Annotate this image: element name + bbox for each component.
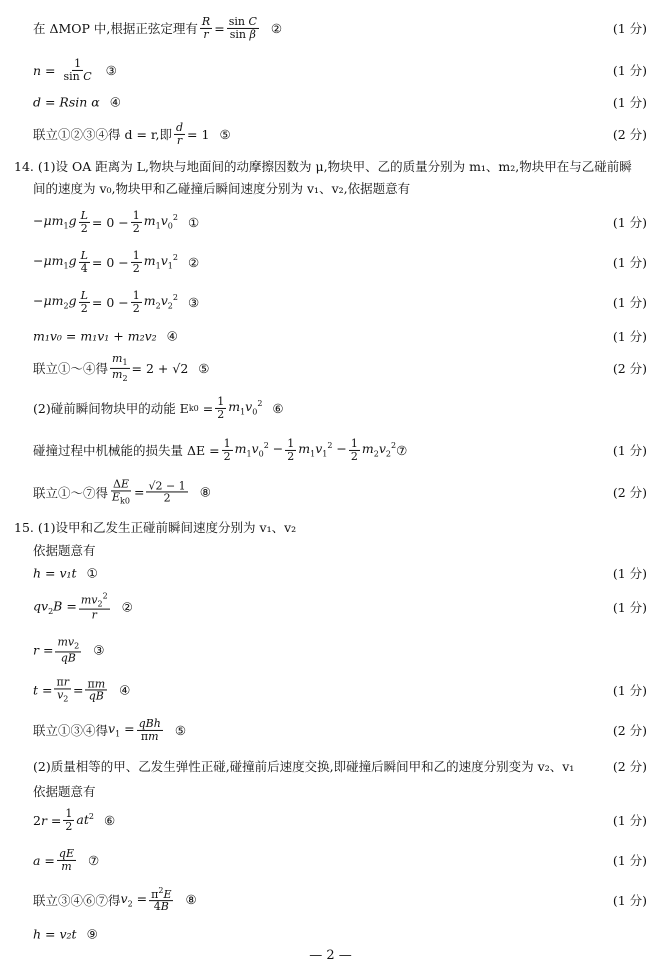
score-label: (1 分) <box>612 215 647 230</box>
equation <box>33 95 121 110</box>
line-text: 联立①②③④得 d = r,即 <box>33 127 172 142</box>
fraction: $\frac{1}{2}$ <box>132 208 140 235</box>
solution-line <box>0 710 661 750</box>
equation <box>33 782 96 800</box>
equation: $-\mu m_1g$ $\frac{L}{2}$ = 0 − $\frac{1}{2}$ $m_1v_0^2$ ① <box>33 208 200 235</box>
fraction: $\frac{1}{2}$ <box>350 436 358 463</box>
line-text: 间的速度为 v₀,物块甲和乙碰撞后瞬间速度分别为 v₁、v₂,依据题意有 <box>33 181 411 196</box>
fraction: $\frac{1}{2}$ <box>217 394 225 421</box>
solution-line <box>0 242 661 282</box>
equation: 联立①～⑦得 $\frac{\Delta E}{E_{k0}}$ = $\frac{√2 - 1}{2}$ ⑧ <box>33 477 211 506</box>
score-label: (1 分) <box>612 63 647 78</box>
equation <box>33 179 410 197</box>
score-label: (1 分) <box>612 853 647 868</box>
solution-line <box>0 430 661 470</box>
fraction: $\frac{R}{r}$ <box>201 14 211 41</box>
equation <box>33 329 178 344</box>
equation-number: ④ <box>119 682 131 698</box>
score-label: (2 分) <box>612 127 647 142</box>
equation-number: ② <box>270 20 283 36</box>
solution-line <box>0 348 661 388</box>
fraction: $\frac{mv_2^2}{r}$ <box>80 591 108 622</box>
equation-number: ④ <box>109 94 121 110</box>
line-text: m₁v₀ = m₁v₁ + m₂v₂ <box>33 328 157 344</box>
solution-line <box>0 840 661 880</box>
equation: $-\mu m_2g$ $\frac{L}{2}$ = 0 − $\frac{1}{2}$ $m_2v_2^2$ ③ <box>33 288 200 315</box>
equation-number: ① <box>187 214 200 230</box>
equation-number: ② <box>121 599 133 615</box>
line-text: 依据题意有 <box>33 543 96 558</box>
fraction: $\frac{d}{r}$ <box>175 120 184 147</box>
solution-line <box>0 472 661 512</box>
equation-number: ⑤ <box>219 126 231 142</box>
solution-line <box>0 587 661 627</box>
score-label: (1 分) <box>612 255 647 270</box>
score-label: (1 分) <box>612 566 647 581</box>
fraction: $\frac{1}{2}$ <box>65 806 73 833</box>
fraction: $\frac{1}{2}$ <box>132 288 140 315</box>
line-text: 14. (1)设 OA 距离为 L,物块与地面间的动摩擦因数为 μ,物块甲、乙的质量分别为 m₁、m₂,物块甲在与乙碰前瞬 <box>14 159 632 174</box>
solution-line <box>0 8 661 48</box>
fraction: $\frac{\pi r}{v_2}$ <box>56 675 69 704</box>
equation: 碰撞过程中机械能的损失量 ΔE = $\frac{1}{2}$ $m_1v_0^2$ − $\frac{1}{2}$ $m_1v_1^2$ − $\frac{1}{2}$ $m_2v_2^2$ ⑦ <box>33 436 408 463</box>
equation <box>33 927 98 942</box>
equation: 2r = $\frac{1}{2}$ $at^2$ ⑥ <box>33 806 116 833</box>
equation: 在 ΔMOP 中,根据正弦定理有 $\frac{R}{r}$ = $\frac{\text{sin C}}{\text{sin β}}$ ② <box>33 14 283 41</box>
equation-number: ⑤ <box>174 722 187 738</box>
score-label: (2 分) <box>612 723 647 738</box>
fraction: $\frac{1}{2}$ <box>287 436 295 463</box>
equation-number: ③ <box>187 294 200 310</box>
line-text: 联立①～④得 <box>33 361 109 376</box>
fraction: $\frac{1}{\text{sin C}}$ <box>63 56 92 83</box>
equation-number: ⑦ <box>396 442 408 458</box>
page-number: — 2 — <box>309 948 352 963</box>
score-label: (1 分) <box>612 813 647 828</box>
equation-number: ④ <box>166 328 178 344</box>
solution-line <box>0 630 661 670</box>
score-label: (1 分) <box>612 443 647 458</box>
solution-line <box>0 388 661 428</box>
score-label: (2 分) <box>612 759 647 774</box>
line-text: (2)质量相等的甲、乙发生弹性正碰,碰撞前后速度交换,即碰撞后瞬间甲和乙的速度分别变为 v₂、v₁ <box>33 759 575 774</box>
equation-number: ③ <box>105 62 117 78</box>
line-text: 联立①③④得 <box>33 723 109 738</box>
equation-number: ⑧ <box>199 484 211 500</box>
score-label: (1 分) <box>612 295 647 310</box>
line-text: 联立①～⑦得 <box>33 485 109 500</box>
equation: a = $\frac{qE}{m}$ ⑦ <box>33 846 100 873</box>
equation-number: ① <box>86 565 98 581</box>
line-text: 依据题意有 <box>33 784 96 799</box>
fraction: $\frac{qE}{m}$ <box>58 846 74 873</box>
solution-line <box>0 670 661 710</box>
score-label: (1 分) <box>612 683 647 698</box>
score-label: (1 分) <box>612 329 647 344</box>
score-label: (2 分) <box>612 361 647 376</box>
equation: r = $\frac{mv_2}{qB}$ ③ <box>33 635 105 665</box>
line-text: h = v₁t <box>33 565 77 581</box>
line-text: 联立③④⑥⑦得 <box>33 893 121 908</box>
score-label: (1 分) <box>612 95 647 110</box>
equation <box>33 566 98 581</box>
equation-number: ⑥ <box>103 812 116 828</box>
solution-line <box>0 800 661 840</box>
fraction: $\frac{1}{2}$ <box>223 436 231 463</box>
fraction: $\frac{\text{sin C}}{\text{sin β}}$ <box>228 14 257 41</box>
score-label: (1 分) <box>612 600 647 615</box>
fraction: $\frac{L}{4}$ <box>80 248 88 275</box>
fraction: $\frac{L}{2}$ <box>80 208 88 235</box>
fraction: $\frac{\pi m}{qB}$ <box>87 676 106 703</box>
equation: t = $\frac{\pi r}{v_2}$ = $\frac{\pi m}{qB}$ ④ <box>33 675 131 704</box>
fraction: $\frac{√2 - 1}{2}$ <box>148 478 186 505</box>
line-text: 在 ΔMOP 中,根据正弦定理有 <box>33 21 198 36</box>
equation: n = $\frac{1}{\text{sin C}}$ ③ <box>33 56 117 83</box>
equation-number: ⑤ <box>198 360 210 376</box>
equation: $qv_2B$ = $\frac{mv_2^2}{r}$ ② <box>33 591 133 622</box>
fraction: $\frac{\text{qBh}}{\pi m}$ <box>138 716 161 743</box>
line-text: 碰撞过程中机械能的损失量 ΔE = <box>33 443 220 458</box>
equation: 联立①②③④得 d = r,即 $\frac{d}{r}$ = 1 ⑤ <box>33 120 231 147</box>
equation-number: ② <box>187 254 200 270</box>
fraction: $\frac{mv_2}{qB}$ <box>57 635 80 665</box>
equation: $-\mu m_1g$ $\frac{L}{4}$ = 0 − $\frac{1}{2}$ $m_1v_1^2$ ② <box>33 248 200 275</box>
line-text: 15. (1)设甲和乙发生正碰前瞬间速度分别为 v₁、v₂ <box>14 520 297 535</box>
equation-number: ⑥ <box>272 400 284 416</box>
equation: 联立③④⑥⑦得 $v_2$ = $\frac{\pi^2E}{4B}$ ⑧ <box>33 886 197 914</box>
equation-number: ③ <box>93 642 105 658</box>
fraction: $\frac{1}{2}$ <box>132 248 140 275</box>
score-label: (1 分) <box>612 893 647 908</box>
equation: (2)碰前瞬间物块甲的动能 E k0 = $\frac{1}{2}$ $m_1v_0^2$ ⑥ <box>33 394 284 421</box>
fraction: $\frac{\pi^2E}{4B}$ <box>151 886 172 914</box>
fraction: $\frac{m_1}{m_2}$ <box>112 351 128 383</box>
score-label: (1 分) <box>612 21 647 36</box>
equation: 联立①③④得 $v_1$ = $\frac{\text{qBh}}{\pi m}$ ⑤ <box>33 716 187 743</box>
equation: 联立①～④得 $\frac{m_1}{m_2}$ = 2 + √2 ⑤ <box>33 351 210 383</box>
fraction: $\frac{\Delta E}{E_{k0}}$ <box>112 477 130 506</box>
score-label: (2 分) <box>612 485 647 500</box>
fraction: $\frac{L}{2}$ <box>80 288 88 315</box>
line-text: d = Rsin α <box>33 94 100 110</box>
equation-number: ⑦ <box>87 852 100 868</box>
solution-line <box>0 202 661 242</box>
line-text: (2)碰前瞬间物块甲的动能 E <box>33 401 189 416</box>
equation-number: ⑧ <box>185 892 197 908</box>
equation-number: ⑨ <box>86 926 98 942</box>
line-text: h = v₂t <box>33 926 77 942</box>
